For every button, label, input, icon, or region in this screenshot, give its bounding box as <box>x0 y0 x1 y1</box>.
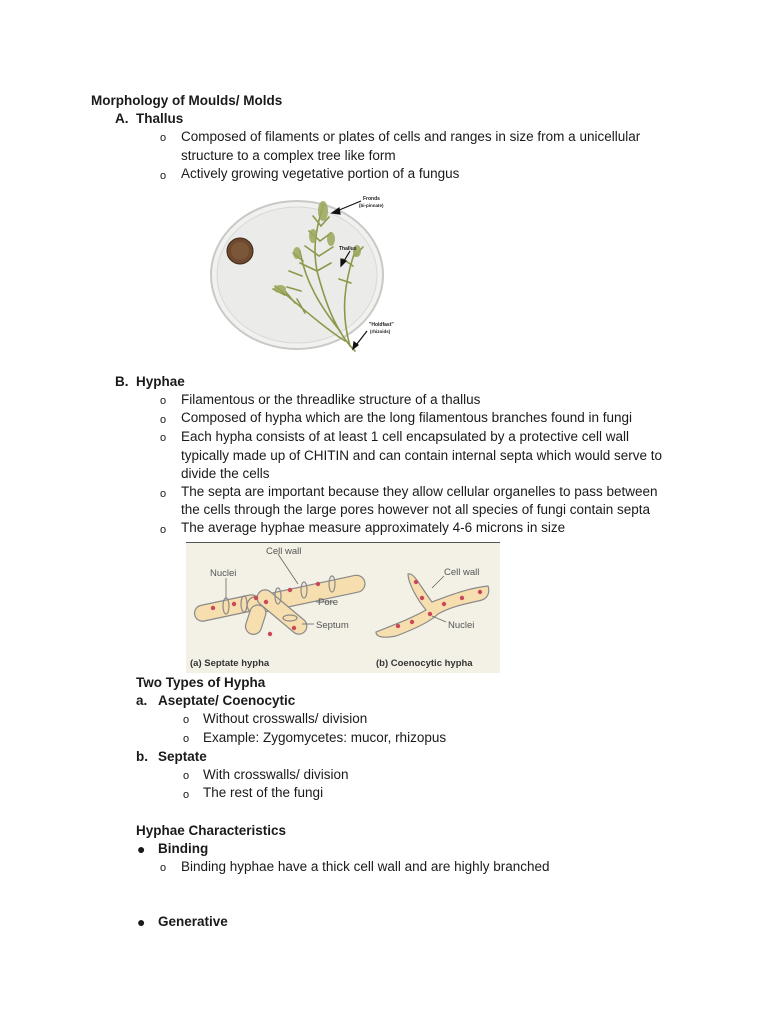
list-item: Without crosswalls/ division <box>203 711 368 726</box>
types-heading: Two Types of Hypha <box>136 675 266 690</box>
list-item: The rest of the fungi <box>203 785 324 800</box>
list-item: The septa are important because they allow cellular organelles to pass between <box>181 484 658 499</box>
list-item: Actively growing vegetative portion of a fungus <box>181 166 460 181</box>
label-holdfast-sub: (rhizoids) <box>370 329 391 334</box>
caption-septate: (a) Septate hypha <box>190 658 270 669</box>
bullet-marker: o <box>183 733 190 745</box>
label-fronds: Fronds <box>363 196 380 202</box>
bullet-marker: o <box>183 789 190 801</box>
bullet-marker: o <box>160 170 167 182</box>
list-item-cont: the cells through the large pores however not all species of fungi contain septa <box>181 502 651 517</box>
type-a-heading: Aseptate/ Coenocytic <box>158 693 296 708</box>
label-holdfast: "Holdfast" <box>369 322 394 328</box>
bullet-marker: o <box>160 862 167 874</box>
list-item: With crosswalls/ division <box>203 767 349 782</box>
label-pore: Pore <box>318 597 339 608</box>
label-fronds-sub: (bi-pinnate) <box>359 203 384 208</box>
characteristics-heading: Hyphae Characteristics <box>136 823 287 838</box>
bullet-marker: o <box>160 488 167 500</box>
label-septum: Septum <box>316 620 349 631</box>
generative-heading: Generative <box>158 914 228 929</box>
label-thallus: Thallus <box>339 246 357 252</box>
bullet-marker: o <box>183 770 190 782</box>
bullet-marker: o <box>160 432 167 444</box>
thallus-figure <box>205 191 396 354</box>
type-a-letter: a. <box>136 693 148 708</box>
bullet-dot: ● <box>137 841 146 857</box>
hyphae-figure <box>186 542 500 673</box>
bullet-marker: o <box>160 132 167 144</box>
label-nuclei-b: Nuclei <box>448 620 475 631</box>
list-item: Each hypha consists of at least 1 cell encapsulated by a protective cell wall <box>181 429 629 444</box>
bullet-marker: o <box>160 414 167 426</box>
bullet-dot: ● <box>137 914 146 930</box>
caption-coenocytic: (b) Coenocytic hypha <box>376 658 473 669</box>
section-a-letter: A. <box>115 111 129 126</box>
document-title: Morphology of Moulds/ Molds <box>91 93 283 108</box>
list-item: Composed of hypha which are the long filamentous branches found in fungi <box>181 410 633 425</box>
list-item: Binding hyphae have a thick cell wall and are highly branched <box>181 859 550 874</box>
binding-heading: Binding <box>158 841 209 856</box>
label-cell-wall-a: Cell wall <box>266 546 302 557</box>
section-b-heading: Hyphae <box>136 374 185 389</box>
label-nuclei-a: Nuclei <box>210 568 237 579</box>
list-item-cont: structure to a complex tree like form <box>181 148 396 163</box>
list-item: Filamentous or the threadlike structure of a thallus <box>181 392 481 407</box>
type-b-letter: b. <box>136 749 148 764</box>
bullet-marker: o <box>183 714 190 726</box>
bullet-marker: o <box>160 524 167 536</box>
label-cell-wall-b: Cell wall <box>444 567 480 578</box>
section-b-letter: B. <box>115 374 129 389</box>
list-item: The average hyphae measure approximately 4-6 microns in size <box>181 520 566 535</box>
list-item: Composed of filaments or plates of cells and ranges in size from a unicellular <box>181 129 641 144</box>
list-item: Example: Zygomycetes: mucor, rhizopus <box>203 730 447 745</box>
list-item-cont: divide the cells <box>181 466 270 481</box>
type-b-heading: Septate <box>158 749 207 764</box>
section-a-heading: Thallus <box>136 111 184 126</box>
list-item-cont: typically made up of CHITIN and can contain internal septa which would serve to <box>181 448 662 463</box>
bullet-marker: o <box>160 395 167 407</box>
